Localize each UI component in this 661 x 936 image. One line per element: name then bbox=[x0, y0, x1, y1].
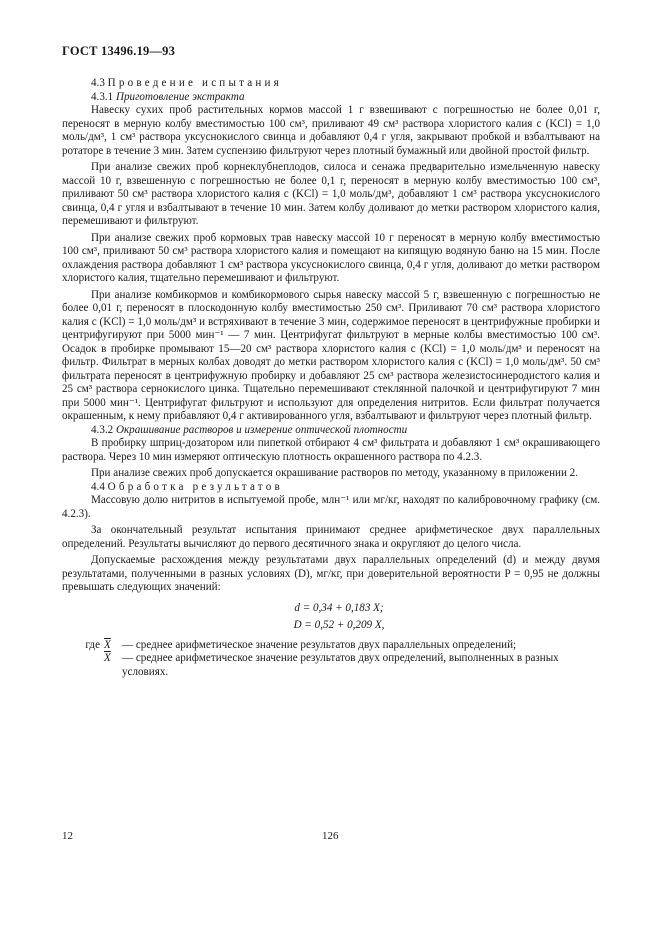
paragraph: При анализе свежих проб корнеклубнеплодов, силоса и сенажа предварительно измельченную навеску массой 10 г, взвешенную с погрешностью не более 0,1 г, переносят в мерную колбу вместимостью 100 см³, приливают 50 см³ раствора хлористого калия c (KCl) = 1,0 моль/дм³, добавляют 1 см³ раствора уксуснокислого свинца, 0,4 г угля и взбалтывают в течение 10 мин. Затем колбу доливают до метки раствором хлористого калия, перемешивают и фильтруют. bbox=[62, 161, 600, 227]
where-symbol: $\overline{X}$ bbox=[104, 638, 111, 651]
paragraph: Навеску сухих проб растительных кормов массой 1 г взвешивают с погрешностью не более 0,01 г, переносят в мерную колбу вместимостью 100 см³, приливают 49 см³ раствора хлористого калия c (KCl) = 1,0 моль/дм³, 1 см³ раствора уксуснокислого свинца и добавляют 0,4 г угля, закрывают пробкой и взбалтывают на ротаторе в течение 3 мин. Затем суспензию фильтруют через плотный бумажный или двойной простой фильтр. bbox=[62, 104, 600, 157]
paragraph: В пробирку шприц-дозатором или пипеткой отбирают 4 см³ фильтрата и добавляют 1 см³ окрашивающего раствора. Через 10 мин измеряют оптическую плотность окрашенного раствора по 4.2.3. bbox=[62, 437, 600, 463]
section-4-3-heading: 4.3 Проведение испытания bbox=[91, 77, 282, 89]
formulas bbox=[62, 600, 600, 634]
where-label: где bbox=[85, 638, 100, 651]
paragraph: При анализе комбикормов и комбикормового сырья навеску массой 5 г, взвешенную с погрешностью не более 0,01 г, переносят в плоскодонную колбу вместимостью 250 см³. Приливают 70 см³ раствора хлористого калия c (KCl) = 1,0 моль/дм³ и встряхивают в течение 3 мин, содержимое переносят в центрифужные пробирки и центрифугируют при 5000 мин⁻¹ — 7 мин. Центрифугат фильтруют в мерные колбы вместимостью 100 см³. Осадок в пробирке промывают 15—20 см³ раствора хлористого калия c (KCl) = 1,0 моль/дм³ и переносят на фильтр. Фильтрат в мерных колбах доводят до метки раствором хлористого калия c (KCl) = 1,0 моль/дм³. 50 см³ фильтрата переносят в центрифужную пробирку и добавляют 25 см³ раствора железистосинеродистого калия и 25 см³ раствора сернокислого цинка. Тщательно перемешивают стеклянной палочкой и центрифугируют 7 мин при 5000 мин⁻¹. Центрифугат фильтруют и используют для определения нитритов. Если фильтрат получается окрашенным, к нему прибавляют 0,4 г активированного угля, взбалтывают и фильтруют через плотный фильтр. bbox=[62, 288, 600, 422]
page-number-center: 126 bbox=[322, 830, 339, 842]
paragraph: За окончательный результат испытания принимают среднее арифметическое двух параллельных определений. Результаты вычисляют до первого десятичного знака и округляют до целого числа. bbox=[62, 524, 600, 550]
where-description: — среднее арифметическое значение результатов двух определений, выполненных в разных условиях. bbox=[122, 652, 559, 678]
where-row bbox=[62, 639, 600, 653]
document-body bbox=[62, 77, 600, 679]
formula-D: D = 0,52 + 0,209 X, bbox=[293, 618, 385, 631]
formula-d: d = 0,34 + 0,183 X; bbox=[294, 601, 384, 614]
page-number-left: 12 bbox=[62, 830, 73, 842]
section-4-4-heading: 4.4 Обработка результатов bbox=[91, 480, 283, 493]
paragraph: При анализе свежих проб кормовых трав навеску массой 10 г переносят в мерную колбу вместимостью 100 см³, приливают 50 см³ раствора хлористого калия и помещают на кипящую водяную баню на 15 мин. После охлаждения раствора добавляют 1 см³ раствора уксуснокислого свинца, 0,4 г угля, доливают до метки раствором хлористого калия, тщательно перемешивают и фильтруют. bbox=[62, 231, 600, 284]
document-header: ГОСТ 13496.19—93 bbox=[62, 44, 176, 58]
where-block bbox=[62, 639, 600, 680]
where-row bbox=[62, 652, 600, 679]
paragraph: Массовую долю нитритов в испытуемой пробе, млн⁻¹ или мг/кг, находят по калибровочному графику (см. 4.2.3). bbox=[62, 494, 600, 520]
section-4-3-1-heading: 4.3.1 Приготовление экстракта bbox=[91, 90, 245, 103]
where-symbol: $\overline{X}$ bbox=[104, 652, 111, 664]
section-4-3-2-heading: 4.3.2 Окрашивание растворов и измерение оптической плотности bbox=[91, 423, 408, 436]
paragraph: При анализе свежих проб допускается окрашивание растворов по методу, указанному в приложении 2. bbox=[91, 467, 578, 479]
paragraph: Допускаемые расхождения между результатами двух параллельных определений (d) и между двумя результатами, полученными в разных условиях (D), мг/кг, при доверительной вероятности P = 0,95 не должны превышать следующих значений: bbox=[62, 554, 600, 593]
where-description: — среднее арифметическое значение результатов двух параллельных определений; bbox=[122, 638, 517, 651]
